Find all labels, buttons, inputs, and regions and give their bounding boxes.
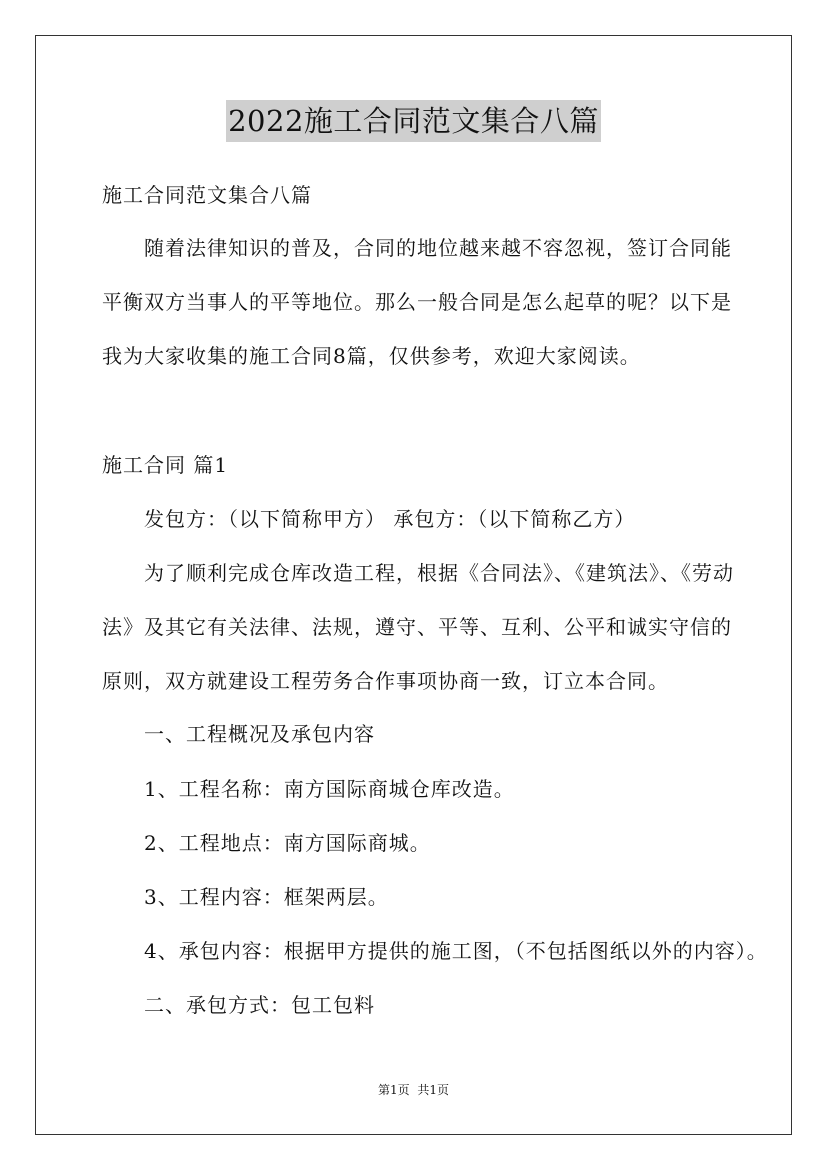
body-line-2: 法》及其它有关法律、法规，遵守、平等、互利、公平和诚实守信的 (102, 615, 732, 639)
body-line-1: 为了顺利完成仓库改造工程，根据《合同法》、《建筑法》、《劳动 (144, 561, 734, 585)
body-line-3: 原则，双方就建设工程劳务合作事项协商一致，订立本合同。 (102, 669, 669, 693)
page-footer (0, 1082, 827, 1098)
intro-line-1: 随着法律知识的普及，合同的地位越来越不容忽视，签订合同能 (144, 236, 732, 260)
clause-item-2: 2、工程地点：南方国际商城。 (144, 831, 431, 855)
party-line: 发包方：（以下简称甲方） 承包方：（以下简称乙方） (144, 507, 636, 531)
clause-heading-1: 一、工程概况及承包内容 (144, 722, 375, 746)
page-total: 共1页 (417, 1083, 450, 1097)
clause-item-4: 4、承包内容：根据甲方提供的施工图，（不包括图纸以外的内容）。 (144, 939, 768, 963)
clause-item-1: 1、工程名称：南方国际商城仓库改造。 (144, 777, 515, 801)
clause-heading-2: 二、承包方式：包工包料 (144, 993, 375, 1017)
intro-line-2: 平衡双方当事人的平等地位。那么一般合同是怎么起草的呢？以下是 (102, 290, 732, 314)
subtitle-line: 施工合同范文集合八篇 (102, 183, 312, 207)
title-container (0, 100, 827, 142)
document-title: 2022施工合同范文集合八篇 (226, 100, 601, 142)
section-heading: 施工合同 篇1 (102, 453, 229, 477)
page-number: 第1页 (377, 1083, 410, 1097)
intro-line-3: 我为大家收集的施工合同8篇，仅供参考，欢迎大家阅读。 (102, 344, 641, 368)
clause-item-3: 3、工程内容：框架两层。 (144, 885, 389, 909)
